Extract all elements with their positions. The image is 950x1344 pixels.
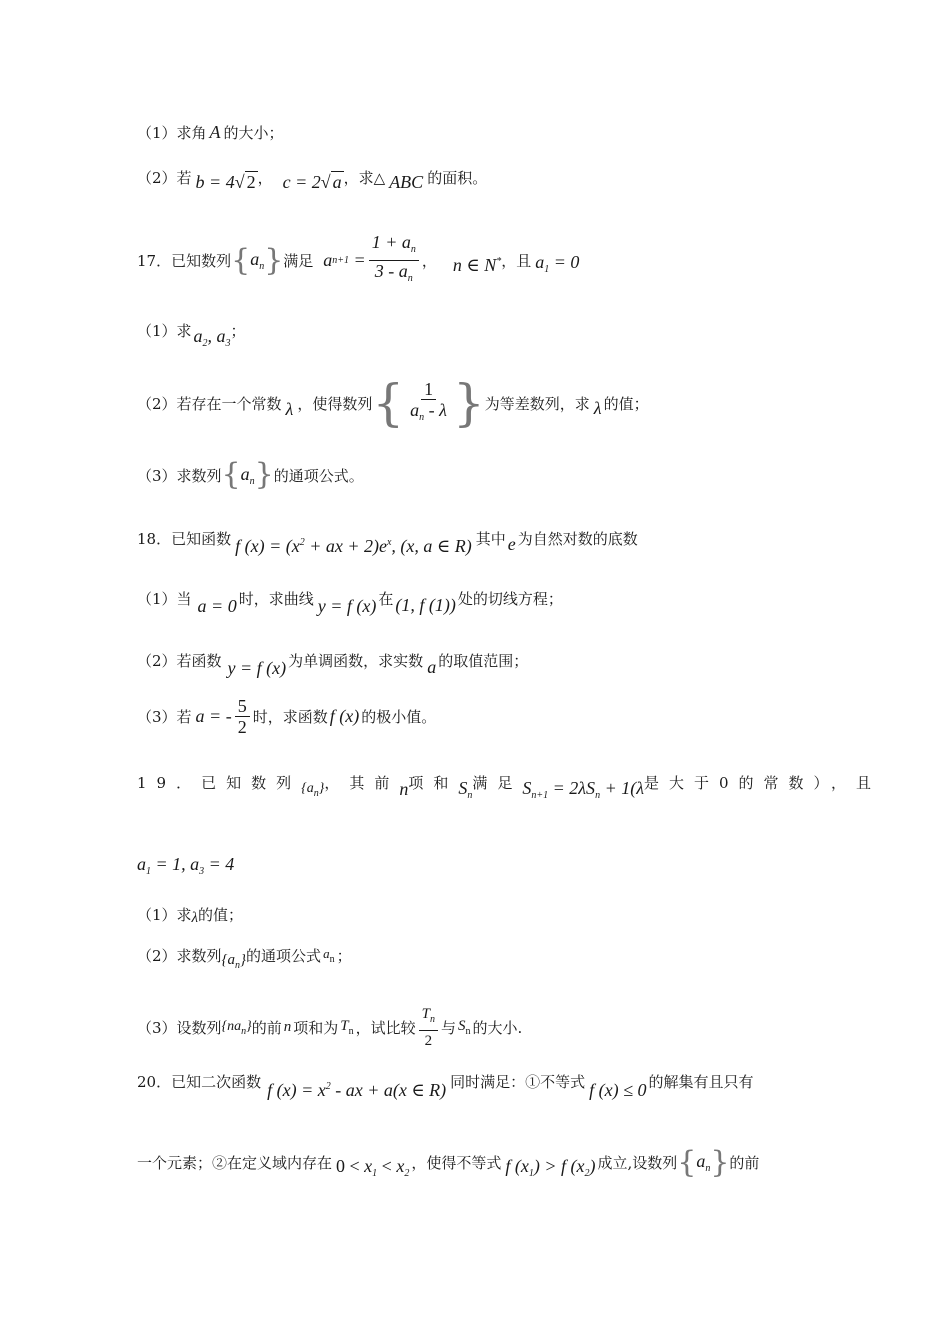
q19-given: $a_1 = 1$, $a_3 = 4$ (137, 854, 235, 877)
math-lambda: λ (285, 398, 294, 419)
q18-part2: （2）若函数 y = f (x) 为单调函数，求实数 a 的取值范围； (137, 652, 529, 678)
q20-stem: 20．已知二次函数 f $(x) = x^2$ - ax + a(x ∈ R) 同时满足：①不等式 f (x) ≤ 0 的解集有且只有 (137, 1073, 754, 1100)
q18-stem: 18．已知函数 f $(x) = (x^2$ + ax + $2)e^x$, (x, a ∈ R) 其中 e 为自然对数的底数 (137, 530, 638, 556)
q18-part3: （3）若 a = - $\frac{5}{2}$ 时，求函数 f (x) 的极小值。 (137, 696, 437, 737)
math-A: A (209, 122, 221, 142)
q17-part1: （1）求 $a_2$, $a_3$ ； (137, 322, 246, 349)
q19-stem: 19．已知数列 $\{a_n\}$ ，其前 n 项和 $S_n$ 满足 $S_{n+1} = 2\lambda S_n + 1(\lambda$ 是大于0的常数），且 (137, 774, 882, 801)
q20-line2: 一个元素；②在定义域内存在 $0 < x_1 < x_2$ ，使得不等式 f $(x_1) > f$ $(x_2)$ 成立,设数列 { $a_n$ } 的前 (137, 1144, 760, 1180)
q19-part2: （2）求数列 $\{a_n\}$ 的通项公式 $a_n$ ； (137, 946, 352, 971)
q18-part1: （1）当 a = 0 时，求曲线 y = f (x) 在 (1, f (1)) 处的切线方程； (137, 590, 563, 616)
math-ABC: ABC (389, 172, 424, 192)
math-a1-zero: $a_1 = 0$ (535, 252, 580, 275)
q16-part2: （2）若 b = 4√ 2 ， c = 2√ a ，求△ ABC 的面积。 (137, 169, 488, 192)
q19-part3: （3）设数列 $\{na_n\}$ 的前 n 项和为 $T_n$ ，试比较 $\frac{T_n}{2}$ 与 $S_n$ 的大小. (137, 1006, 523, 1049)
math-n-in-N: n ∈ N* (452, 255, 502, 275)
math-function-def: f $(x) = (x^2$ + ax + $2)e^x$, (x, a ∈ R) (235, 536, 472, 556)
q16-part1: （1）求角 A 的大小； (137, 122, 284, 142)
q17-part3: （3）求数列 { $a_n$ } 的通项公式。 (137, 457, 364, 492)
math-recurrence: a n+1 = $\frac{1 + a_n}{3 - a_n}$ (323, 232, 422, 289)
q19-part1: （1）求 λ 的值； (137, 906, 244, 926)
q17-part2: （2）若存在一个常数 λ ，使得数列 { $\frac{1}{a_n - \lambda}$ } 为等差数列，求 λ 的值； (137, 374, 649, 432)
math-reciprocal-sequence: $\frac{1}{a_n - \lambda}$ (410, 378, 447, 423)
math-a2-a3: $a_2$, $a_3$ (193, 326, 231, 349)
math-c-equals: c = 2√ a (282, 172, 342, 192)
q17-stem: 17．已知数列 { $a_n$ } 满足 a n+1 = $\frac{1 + a_n}{3 - a_n}$ ， n ∈ N* ，且 $a_1 = 0$ (137, 232, 579, 289)
math-b-equals: b = 4√ 2 (195, 172, 256, 192)
